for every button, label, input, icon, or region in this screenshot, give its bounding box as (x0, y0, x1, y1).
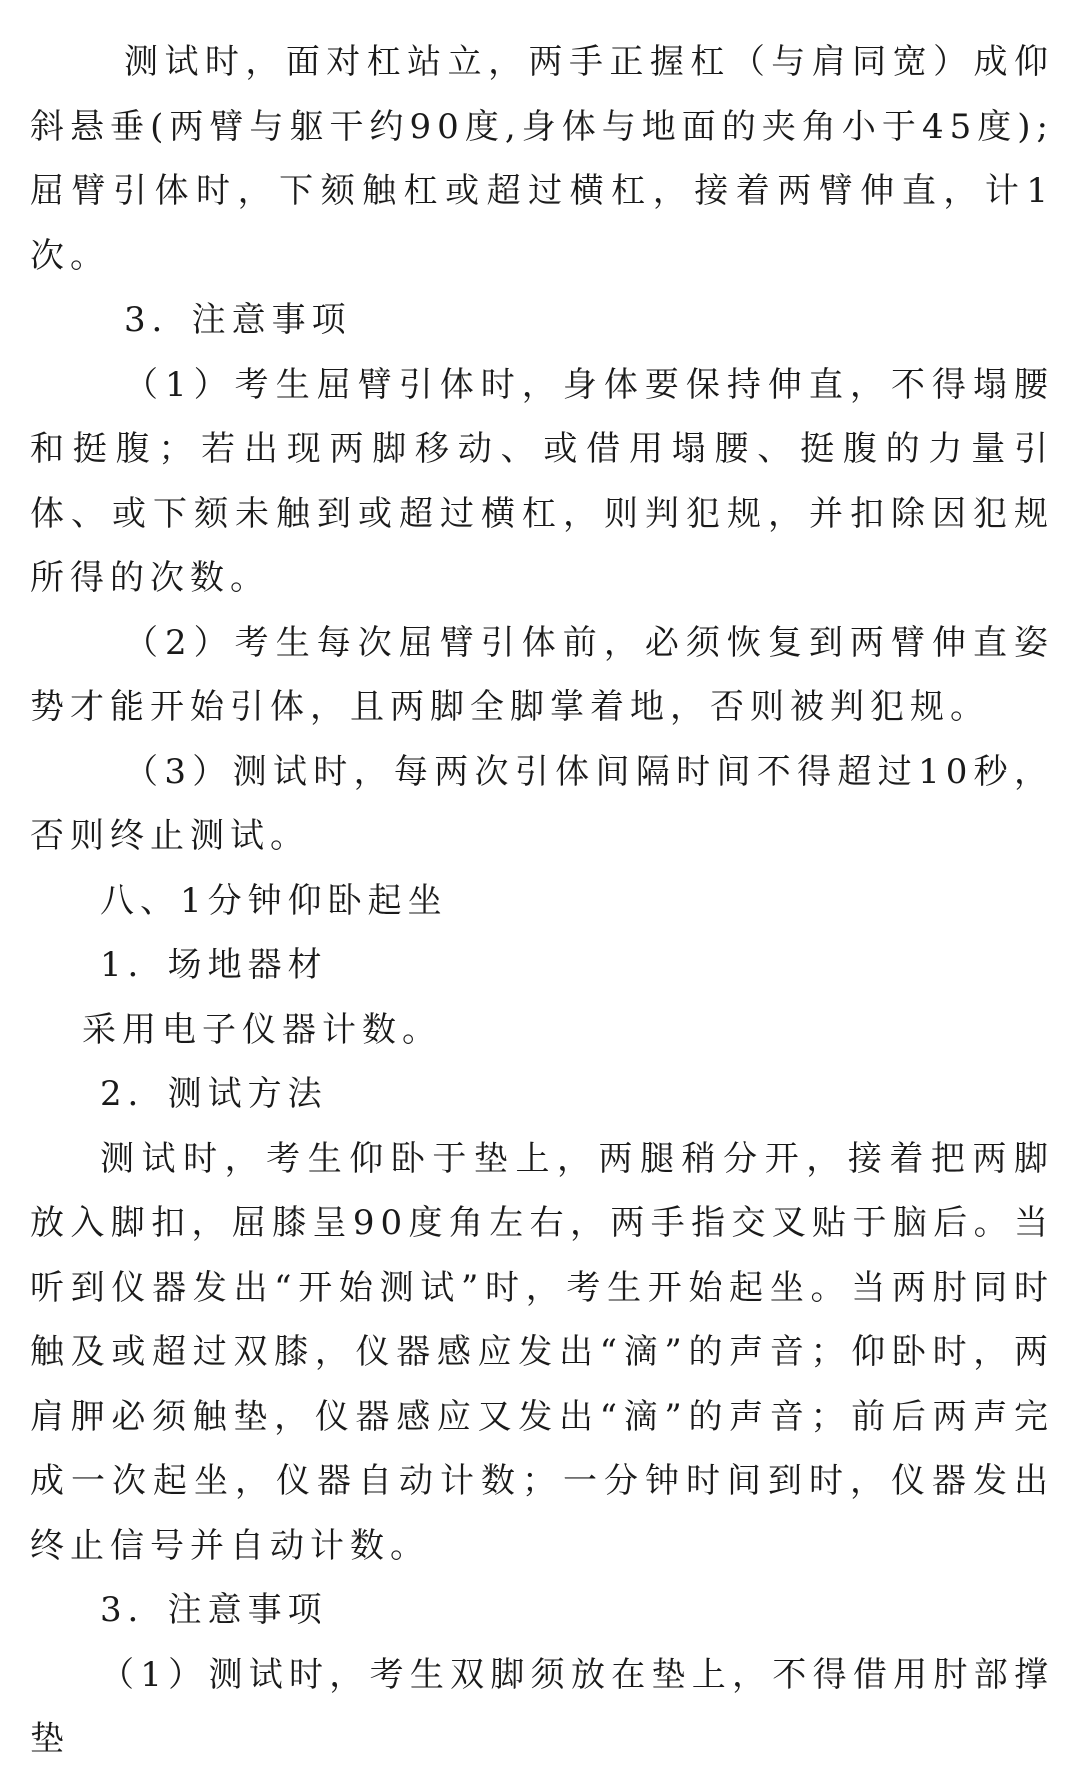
paragraph-precaution-3: （3）测试时，每两次引体间隔时间不得超过10秒，否则终止测试。 (30, 751, 1054, 856)
heading-precautions-pullup: 3．注意事项 (124, 300, 352, 340)
paragraph-precaution-1: （1）考生屈臂引体时，身体要保持伸直，不得塌腰和挺腹；若出现两脚移动、或借用塌腰、挺腹的力量引体、或下颏未触到或超过横杠，则判犯规，并扣除因犯规所得的次数。 (30, 364, 1054, 598)
section-heading-situps: 八、1分钟仰卧起坐 (100, 880, 448, 921)
document-page (30, 30, 1054, 1772)
paragraph-pullup-method: 测试时，面对杠站立，两手正握杠（与肩同宽）成仰斜悬垂(两臂与躯干约90度,身体与地面的夹角小于45度);屈臂引体时，下颏触杠或超过横杠，接着两臂伸直，计1次。 (30, 42, 1054, 276)
heading-precautions-situps: 3．注意事项 (100, 1590, 328, 1630)
paragraph-situp-method: 测试时，考生仰卧于垫上，两腿稍分开，接着把两脚放入脚扣，屈膝呈90度角左右，两手指交叉贴于脑后。当听到仪器发出“开始测试”时，考生开始起坐。当两肘同时触及或超过双膝，仪器感应发出“滴”的声音；仰卧时，两肩胛必须触垫，仪器感应又发出“滴”的声音；前后两声完成一次起坐，仪器自动计数；一分钟时间到时，仪器发出终止信号并自动计数。 (30, 1138, 1054, 1566)
paragraph-precaution-2: （2）考生每次屈臂引体前，必须恢复到两臂伸直姿势才能开始引体，且两脚全脚掌着地，否则被判犯规。 (30, 622, 1054, 727)
paragraph-situp-precaution-1: （1）测试时，考生双脚须放在垫上，不得借用肘部撑垫 (30, 1654, 1054, 1759)
paragraph-equipment: 采用电子仪器计数。 (82, 1009, 442, 1050)
heading-equipment: 1．场地器材 (100, 945, 328, 985)
heading-test-method: 2．测试方法 (100, 1074, 328, 1114)
